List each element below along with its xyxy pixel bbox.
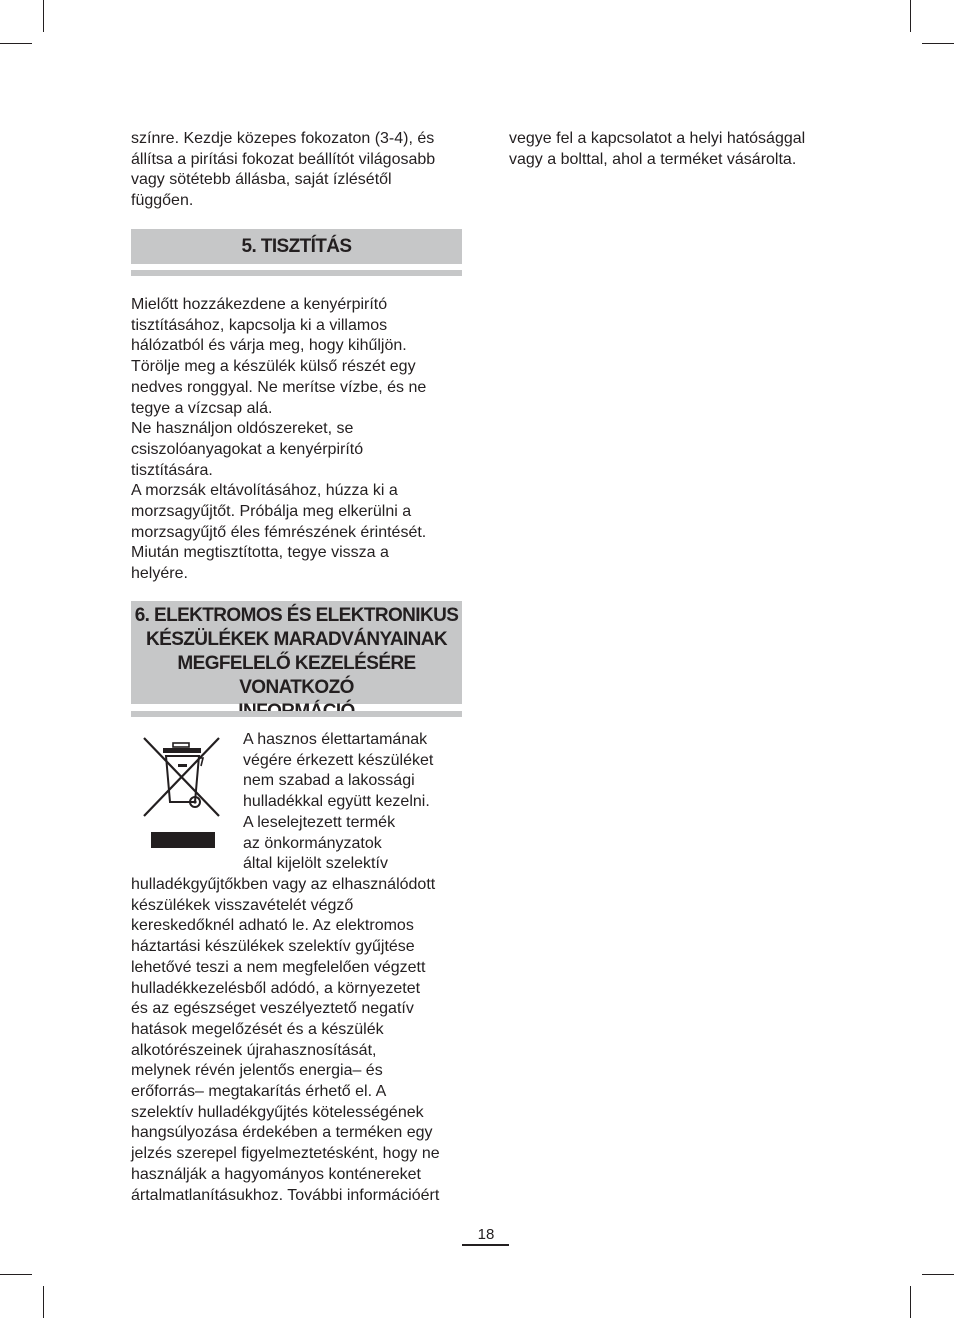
text-line: függően. [131,192,194,210]
text-line: használják a hagyományos konténereket [131,1165,421,1183]
text-line: vegye fel a kapcsolatot a helyi hatósággal [509,130,806,147]
crossed-out-wheelie-bin-icon [139,734,227,852]
text-line: helyére. [131,565,188,583]
text-line: szelektív hulladékgyűjtés kötelességének [131,1103,424,1121]
text-line: lehetővé teszi a nem megfelelően végzett [131,958,426,976]
text-line: tisztítására. [131,461,213,479]
section-divider [131,711,462,717]
text-line: hálózatból és várja meg, hogy kihűljön. [131,337,407,355]
section-divider [131,270,462,276]
text-line: háztartási készülékek szelektív gyűjtése [131,938,415,956]
text-line: erőforrás– megtakarítás érhető el. A [131,1083,387,1101]
crop-mark [910,1286,911,1318]
text-line: vagy sötétebb állásba, saját ízlésétől [131,171,392,189]
text-line: hatások megelőzését és a készülék [131,1020,384,1038]
text-line: tisztításához, kapcsolja ki a villamos [131,316,388,334]
text-line: morzsagyűjtőt. Próbálja meg elkerülni a [131,503,412,521]
section-5-title: 5. TISZTÍTÁS [241,236,352,257]
crop-mark [922,43,954,44]
section-5-heading [131,229,462,264]
text-line: hulladékgyűjtőkben vagy az elhasználódott [131,876,436,893]
section-6-body [131,875,463,1206]
text-line: alkotórészeinek újrahasznosítását, [131,1041,377,1059]
crop-mark [43,1286,44,1318]
section-6-title-line: KÉSZÜLÉKEK MARADVÁNYAINAK [146,629,447,650]
crop-mark [0,1274,32,1275]
text-line: Törölje meg a készülék külső részét egy [131,358,416,376]
text-line: ártalmatlanításukhoz. További információért [131,1186,440,1204]
section-6-title-line: MEGFELELŐ KEZELÉSÉRE VONATKOZÓ [177,653,416,698]
text-line: végére érkezett készüléket [243,751,434,769]
text-line: nem szabad a lakossági [243,772,415,790]
section-6-beside-icon-text [243,730,463,875]
crop-mark [43,0,44,32]
text-line: hulladékkezelésből adódó, a környezetet [131,979,421,997]
intro-paragraph [131,129,463,212]
text-line: melynek révén jelentős energia– és [131,1062,383,1080]
crop-mark [922,1274,954,1275]
crop-mark [910,0,911,32]
page-number-rule [462,1244,509,1246]
text-line: és az egészséget veszélyeztető negatív [131,1000,414,1018]
page-number: 18 [477,1226,495,1243]
section-6-title-line: 6. ELEKTROMOS ÉS ELEKTRONIKUS [134,605,459,626]
text-line: hulladékkal együtt kezelni. [243,793,430,811]
text-line: készülékek visszavételét végző [131,896,354,914]
text-line: Mielőtt hozzákezdene a kenyérpirító [131,296,388,313]
text-line: A leselejtezett termék [243,813,396,831]
text-line: csiszolóanyagokat a kenyérpirító [131,440,364,458]
text-line: által kijelölt szelektív [243,855,388,873]
text-line: Ne használjon oldószereket, se [131,420,354,438]
text-line: A morzsák eltávolításához, húzza ki a [131,482,398,500]
text-line: morzsagyűjtő éles fémrészének érintését. [131,523,427,541]
crop-mark [0,43,32,44]
text-line: tegye a vízcsap alá. [131,399,273,417]
text-line: színre. Kezdje közepes fokozaton (3-4), és [131,130,435,147]
text-line: az önkormányzatok [243,834,382,852]
text-line: jelzés szerepel figyelmeztetésként, hogy ne [131,1145,440,1163]
text-line: hangsúlyozása érdekében a terméken egy [131,1124,433,1142]
text-line: A hasznos élettartamának [243,731,428,748]
right-column-text [509,129,839,170]
section-6-heading [131,601,462,704]
text-line: kereskedőknél adható le. Az elektromos [131,917,414,935]
text-line: vagy a bolttal, ahol a terméket vásárolta. [509,150,797,168]
section-5-body [131,295,463,585]
text-line: állítsa a pirítási fokozat beállítót világosabb [131,150,436,168]
text-line: nedves ronggyal. Ne merítse vízbe, és ne [131,378,427,396]
text-line: Miután megtisztította, tegye vissza a [131,544,389,562]
